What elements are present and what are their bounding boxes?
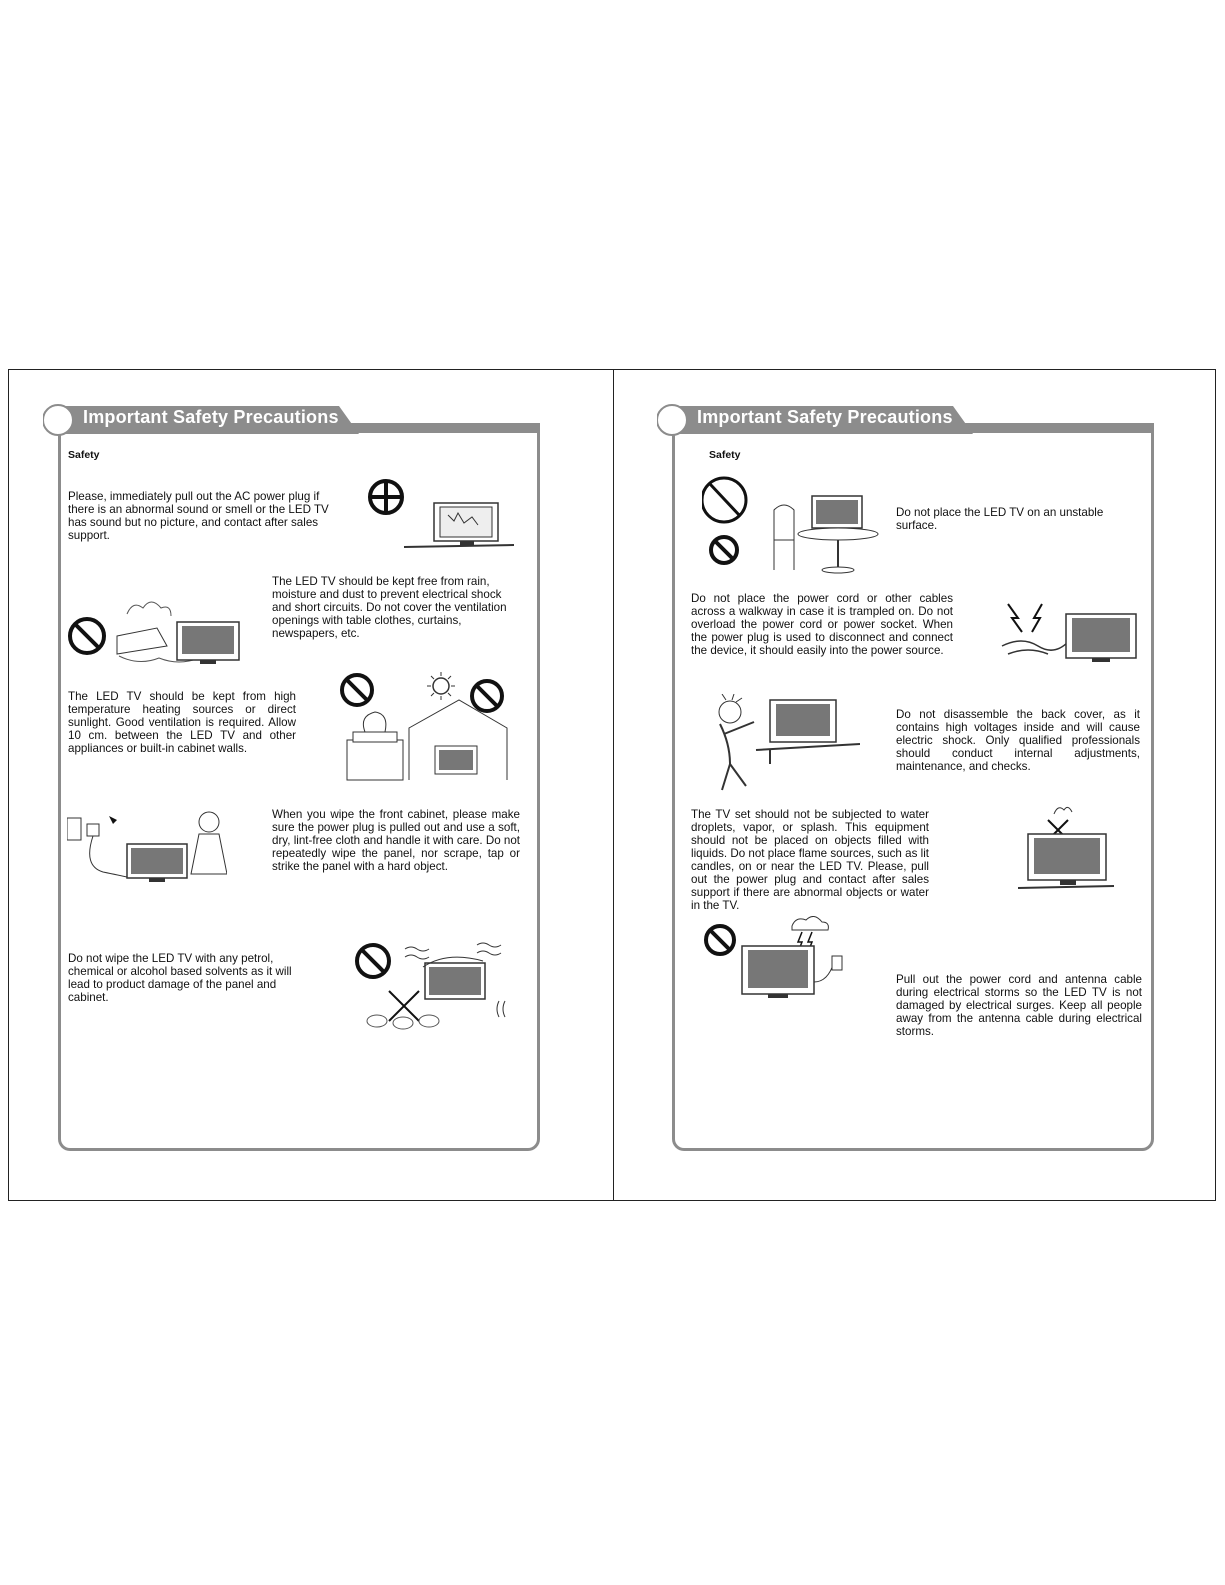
safety-text-9: The TV set should not be subjected to water droplets, vapor, or splash. This equipment should not be placed on objects filled with liquids. Do not place flame sources, such as lit candles, on or near the LED TV. Please, pull out the power plug and contact after sales support if there are abnormal objects or water in the TV. [691,808,929,912]
manual-spread [8,369,1216,1201]
safety-text-10: Pull out the power cord and antenna cable during electrical storms so the LED TV is not damaged by electrical surges. Keep all people away from the antenna cable during electrical storms. [896,973,1142,1038]
safety-text-3: The LED TV should be kept from high temperature heating sources or direct sunlight. Good ventilation is required. Allow 10 cm. between the LED TV and other appliances or built-in cabinet walls. [68,690,296,755]
right-page [614,370,1218,1200]
left-page [9,370,613,1200]
tv-electric-shock-icon [700,694,860,799]
page-title: Important Safety Precautions [697,407,953,427]
page-title: Important Safety Precautions [83,407,339,427]
safety-text-6: Do not place the LED TV on an unstable surface. [896,506,1104,532]
safety-text-2: The LED TV should be kept free from rain, moisture and dust to prevent electrical shock and short circuits. Do not cover the ventilation openings with table clothes, curtains, newspapers, etc. [272,575,507,640]
tv-heat-source-icon [339,670,509,790]
section-banner [657,404,973,430]
safety-text-5: Do not wipe the LED TV with any petrol, chemical or alcohol based solvents as it will lead to product damage of the panel and cabinet. [68,952,292,1004]
section-heading: Safety [709,449,741,461]
tv-power-cord-icon [998,600,1148,675]
section-heading: Safety [68,449,100,461]
safety-text-7: Do not place the power cord or other cables across a walkway in case it is trampled on. Do not overload the power cord or power socket. When the power plug is used to disconnect and connect the device, it should easily into the power source. [691,592,953,657]
tv-unstable-surface-icon [702,470,882,580]
tv-abnormal-picture-icon [364,477,524,562]
safety-text-4: When you wipe the front cabinet, please make sure the power plug is pulled out and use a soft, dry, lint-free cloth and handle it with care. Do not repeatedly wipe the panel, nor scrape, tap or strike the panel with a hard object. [272,808,520,873]
tv-water-spill-icon [67,596,252,681]
tv-cleaning-icon [67,810,227,895]
tv-solvent-warning-icon [349,935,509,1040]
tv-lightning-storm-icon [702,916,862,1011]
safety-text-1: Please, immediately pull out the AC power plug if there is an abnormal sound or smell or the LED TV has sound but no picture, and contact after sales support. [68,490,329,542]
section-banner [43,404,359,430]
tv-no-objects-on-top-icon [1018,800,1118,900]
safety-text-8: Do not disassemble the back cover, as it contains high voltages inside and will cause electric shock. Only qualified professionals should conduct internal adjustments, maintenance, and checks. [896,708,1140,773]
